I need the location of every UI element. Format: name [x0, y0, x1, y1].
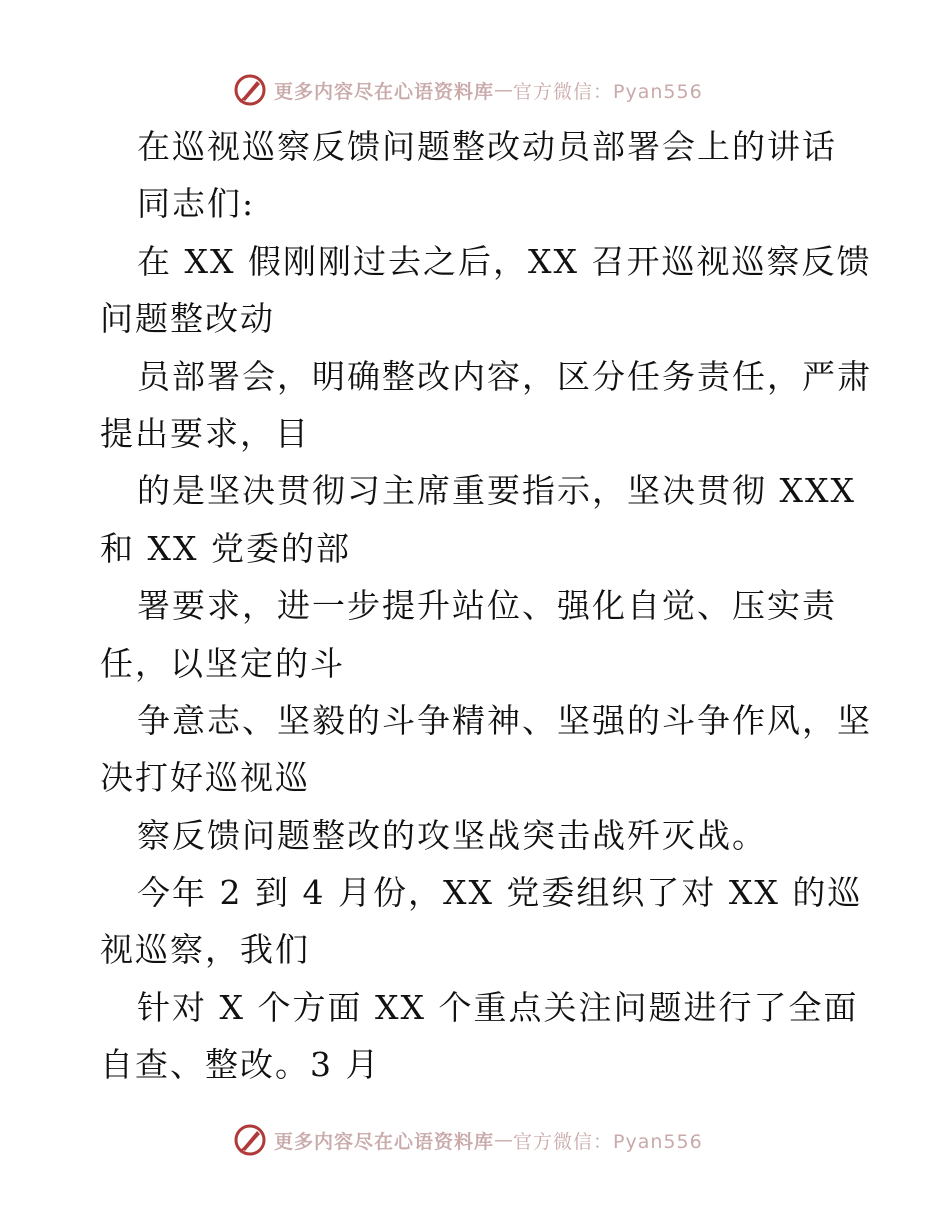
- text-line: 问题整改动: [100, 299, 275, 339]
- text-line: 署要求，进一步提升站位、强化自觉、压实责: [137, 586, 837, 626]
- text-line: 提出要求，目: [100, 413, 310, 453]
- quill-logo-icon: [232, 1122, 268, 1158]
- quill-logo-icon: [232, 72, 268, 108]
- text-line: 和 XX 党委的部: [100, 528, 351, 568]
- text-line: 决打好巡视巡: [100, 758, 310, 798]
- text-line: 任，以坚定的斗: [100, 643, 345, 683]
- banner-wechat-text: 官方微信：Pyan556: [513, 1130, 703, 1153]
- text-line: 今年 2 到 4 月份，XX 党委组织了对 XX 的巡: [137, 873, 863, 913]
- document-body: [100, 118, 872, 1094]
- text-line: 争意志、坚毅的斗争精神、坚强的斗争作风，坚: [137, 700, 872, 740]
- text-line: 在 XX 假刚刚过去之后，XX 召开巡视巡察反馈: [137, 241, 872, 281]
- banner-dash: —: [494, 79, 514, 101]
- document-title-line: 在巡视巡察反馈问题整改动员部署会上的讲话: [137, 127, 837, 166]
- banner-site-text: 更多内容尽在心语资料库: [274, 80, 495, 103]
- footer-banner: [232, 1120, 703, 1160]
- text-line: 针对 X 个方面 XX 个重点关注问题进行了全面: [137, 987, 859, 1027]
- banner-dash: —: [494, 1129, 514, 1151]
- text-line: 察反馈问题整改的攻坚战突击战歼灭战。: [137, 815, 767, 855]
- text-line: 视巡察，我们: [100, 930, 310, 970]
- text-line: 员部署会，明确整改内容，区分任务责任，严肃: [137, 356, 872, 396]
- banner-site-text: 更多内容尽在心语资料库: [274, 1130, 495, 1153]
- text-line: 同志们:: [137, 184, 256, 224]
- text-line: 的是坚决贯彻习主席重要指示，坚决贯彻 XXX: [137, 471, 856, 511]
- text-line: 自查、整改。3 月: [100, 1045, 381, 1085]
- banner-wechat-text: 官方微信：Pyan556: [513, 80, 703, 103]
- header-banner: [232, 70, 703, 110]
